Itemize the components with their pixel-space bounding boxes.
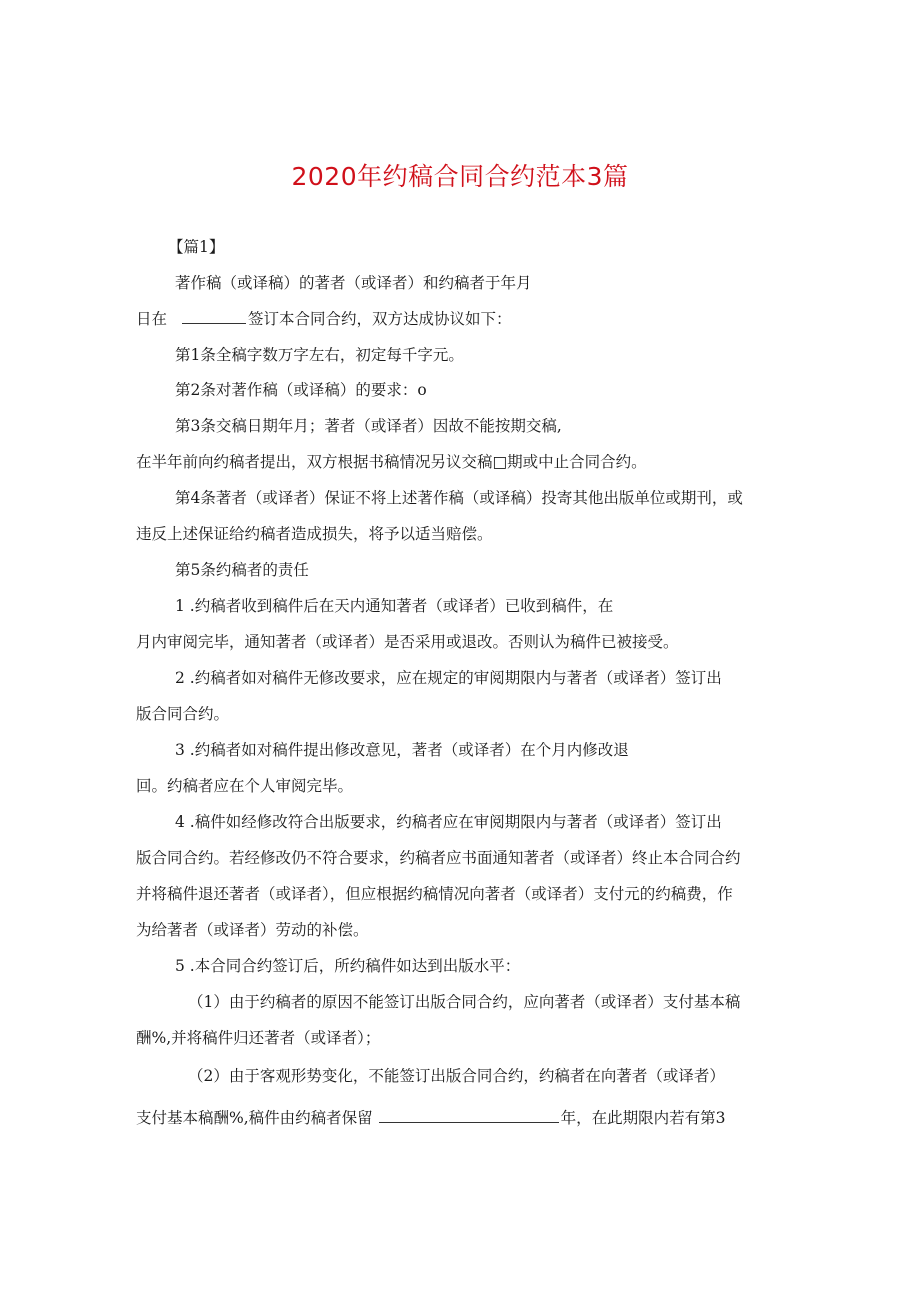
paragraph-line: 版合同合约。 (136, 705, 230, 723)
paragraph-line: 月内审阅完毕，通知著者（或译者）是否采用或退改。否则认为稿件已被接受。 (136, 633, 679, 651)
paragraph-line: 第4条著者（或译者）保证不将上述著作稿（或译稿）投寄其他出版单位或期刊，或 (175, 489, 743, 507)
line-text: 年，在此期限内若有第3 (560, 1109, 726, 1127)
paragraph-line: 4 .稿件如经修改符合出版要求，约稿者应在审阅期限内与著者（或译者）签订出 (175, 813, 722, 831)
paragraph-line: 第3条交稿日期年月；著者（或译者）因故不能按期交稿, (175, 417, 562, 435)
paragraph-line: 第2条对著作稿（或译稿）的要求：o (175, 381, 427, 399)
paragraph-line: 3 .约稿者如对稿件提出修改意见，著者（或译者）在个月内修改退 (175, 741, 629, 759)
paragraph-line: 在半年前向约稿者提出，双方根据书稿情况另议交稿□期或中止合同合约。 (136, 453, 647, 471)
section-label: 【篇1】 (168, 238, 225, 256)
paragraph-line: 违反上述保证给约稿者造成损失，将予以适当赔偿。 (136, 525, 493, 543)
paragraph-line: 版合同合约。若经修改仍不符合要求，约稿者应书面通知著者（或译者）终止本合同合约 (136, 849, 741, 867)
paragraph-line: 1 .约稿者收到稿件后在天内通知著者（或译者）已收到稿件，在 (175, 597, 614, 615)
paragraph-line: 回。约稿者应在个人审阅完毕。 (136, 777, 354, 795)
fill-blank (182, 309, 246, 324)
paragraph-line: 并将稿件退还著者（或译者），但应根据约稿情况向著者（或译者）支付元的约稿费，作 (136, 885, 733, 903)
paragraph-line (136, 308, 511, 330)
paragraph-line: 为给著者（或译者）劳动的补偿。 (136, 921, 369, 939)
line-text: 支付基本稿酬%,稿件由约稿者保留 (136, 1109, 373, 1127)
line-text: 日在 (136, 310, 168, 328)
paragraph-line: 著作稿（或译稿）的著者（或译者）和约稿者于年月 (175, 274, 532, 292)
paragraph-line (136, 1107, 726, 1129)
paragraph-line: （1）由于约稿者的原因不能签订出版合同合约，应向著者（或译者）支付基本稿 (188, 993, 741, 1011)
fill-blank (379, 1108, 559, 1123)
paragraph-line: 第5条约稿者的责任 (175, 561, 309, 579)
paragraph-line: 酬%,并将稿件归还著者（或译者）； (136, 1029, 381, 1047)
document-title: 2020年约稿合同合约范本3篇 (291, 162, 629, 191)
paragraph-line: 2 .约稿者如对稿件无修改要求，应在规定的审阅期限内与著者（或译者）签订出 (175, 669, 722, 687)
paragraph-line: 5 .本合同合约签订后，所约稿件如达到出版水平： (175, 957, 521, 975)
paragraph-line: （2）由于客观形势变化，不能签订出版合同合约，约稿者在向著者（或译者） (188, 1067, 725, 1085)
paragraph-line: 第1条全稿字数万字左右，初定每千字元。 (175, 346, 464, 364)
line-text: 签订本合同合约，双方达成协议如下： (247, 310, 512, 328)
